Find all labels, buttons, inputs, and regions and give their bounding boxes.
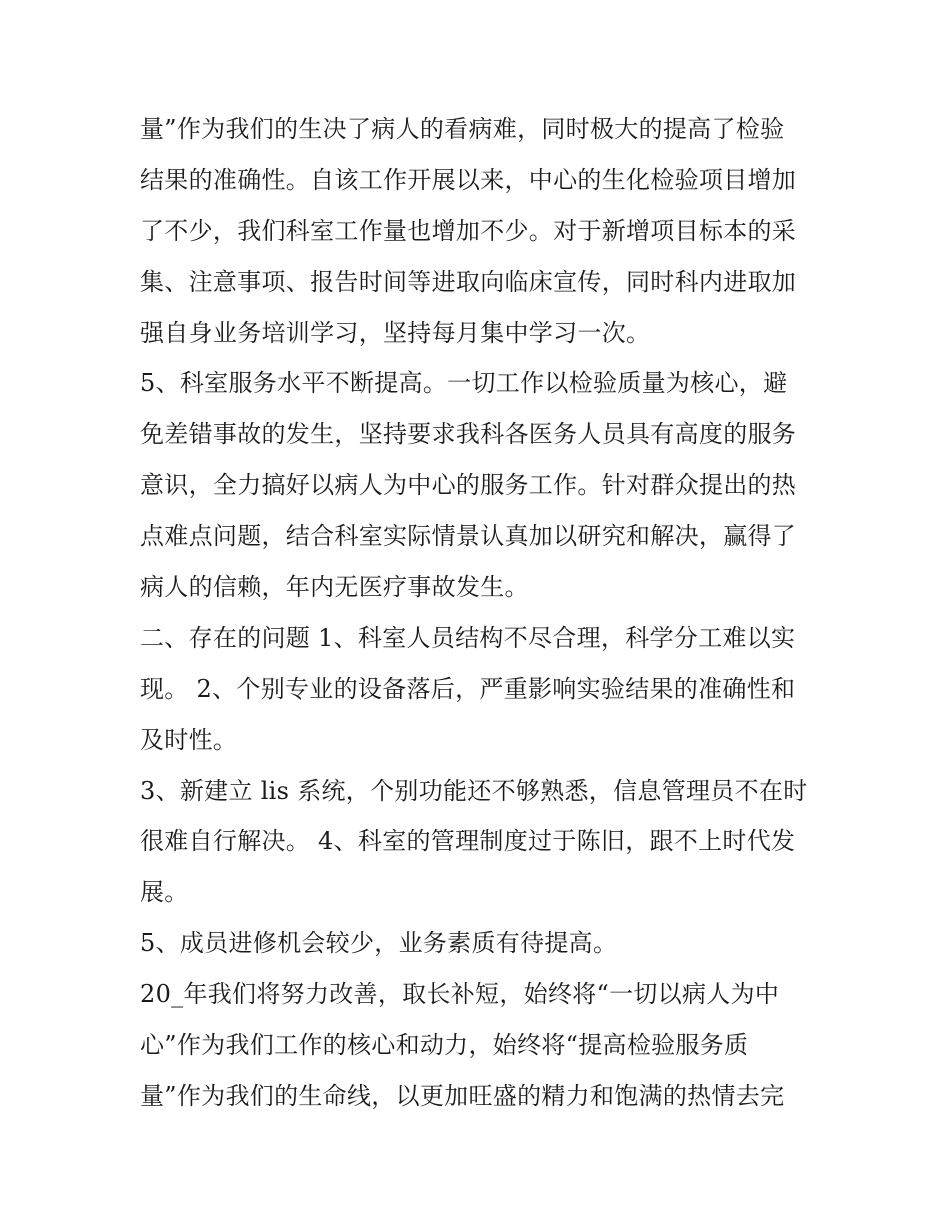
document-body bbox=[140, 104, 820, 1122]
text-line: 20_年我们将努力改善，取长补短，始终将“一切以病人为中 bbox=[140, 980, 780, 1009]
text-line: 3、新建立 lis 系统，个别功能还不够熟悉，信息管理员不在时 bbox=[140, 776, 808, 805]
text-line: 意识，全力搞好以病人为中心的服务工作。针对群众提出的热 bbox=[140, 471, 797, 500]
text-line: 点难点问题，结合科室实际情景认真加以研究和解决，赢得了 bbox=[140, 522, 797, 551]
text-line: 5、成员进修机会较少，业务素质有待提高。 bbox=[140, 929, 618, 958]
text-line: 很难自行解决。 4、科室的管理制度过于陈旧，跟不上时代发 bbox=[140, 827, 796, 856]
text-line: 量”作为我们的生决了病人的看病难，同时极大的提高了检验 bbox=[140, 115, 785, 143]
text-line: 现。 2、个别专业的设备落后，严重影响实验结果的准确性和 bbox=[140, 674, 796, 703]
text-line: 结果的准确性。自该工作开展以来，中心的生化检验项目增加 bbox=[140, 165, 797, 194]
text-line: 了不少，我们科室工作量也增加不少。对于新增项目标本的采 bbox=[140, 216, 797, 245]
text-line: 及时性。 bbox=[140, 725, 238, 754]
text-line: 免差错事故的发生，坚持要求我科各医务人员具有高度的服务 bbox=[140, 420, 797, 449]
text-line: 集、注意事项、报告时间等进取向临床宣传，同时科内进取加 bbox=[140, 267, 797, 296]
text-line: 强自身业务培训学习，坚持每月集中学习一次。 bbox=[140, 318, 651, 347]
text-line: 病人的信赖，年内无医疗事故发生。 bbox=[140, 573, 529, 602]
text-line: 量”作为我们的生命线，以更加旺盛的精力和饱满的热情去完 bbox=[140, 1081, 785, 1110]
text-line: 二、存在的问题 1、科室人员结构不尽合理，科学分工难以实 bbox=[140, 623, 796, 652]
text-line: 心”作为我们工作的核心和动力，始终将“提高检验服务质 bbox=[140, 1031, 749, 1060]
text-line: 展。 bbox=[140, 878, 189, 907]
text-line: 5、科室服务水平不断提高。一切工作以检验质量为核心，避 bbox=[140, 369, 788, 398]
